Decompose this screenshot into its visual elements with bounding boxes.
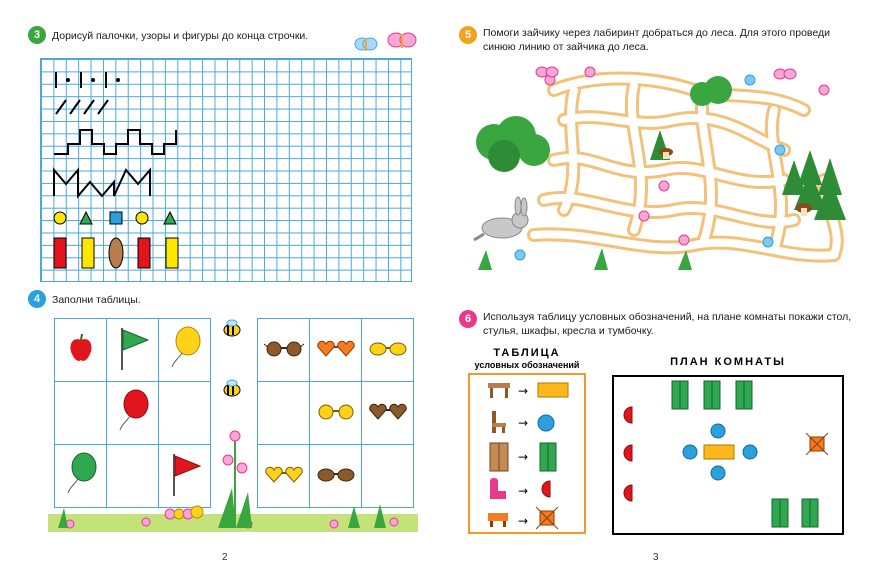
page-number-left: 2 [222,552,228,563]
svg-text:→: → [518,514,529,528]
butterfly-icon-2 [774,69,796,79]
page-number-right: 3 [653,552,659,563]
wardrobe-furniture-icon [490,443,508,471]
svg-text:→: → [518,384,529,398]
nightstand-furniture-icon [488,513,508,527]
legend-symbols [468,373,586,534]
armchair-symbol [542,481,550,497]
task-4-text: Заполни таблицы. [52,294,141,306]
svg-text:→: → [518,484,529,498]
svg-text:→: → [518,416,529,430]
nightstand-symbol [536,507,558,529]
rabbit-icon [474,197,528,240]
chair-symbol [538,415,554,431]
meadow-illustration [48,318,418,532]
plan-title: ПЛАН КОМНАТЫ [670,356,786,368]
task-5-badge: 5 [459,26,477,44]
chair-furniture-icon [492,411,506,433]
table-symbol [538,383,568,397]
armchair-furniture-icon [490,478,506,499]
butterfly-icon [536,67,558,77]
task-5-text-line1: Помоги зайчику через лабиринт добраться до леса. Для этого проведи [483,27,830,39]
legend-title: ТАБЛИЦА [493,347,561,359]
task-5-text-line2: синюю линию от зайчика до леса. [483,41,649,53]
task-3-text: Дорисуй палочки, узоры и фигуры до конца строчки. [52,30,309,42]
bush-icon [476,116,550,172]
task-3-badge: 3 [28,26,46,44]
task-6-badge: 6 [459,310,477,328]
butterfly-icon [348,30,418,58]
task-6-text-line1: Используя таблицу условных обозначений, на плане комнаты покажи стол, [483,311,852,323]
task-6-text-line2: стулья, шкафы, кресла и тумбочку. [483,325,654,337]
svg-text:→: → [518,450,529,464]
task-4-badge: 4 [28,290,46,308]
wardrobe-symbol [540,443,556,471]
grid-patterns [40,58,412,282]
room-plan-symbols [612,375,844,535]
legend-subtitle: условных обозначений [474,360,580,370]
maze-illustration[interactable] [464,60,854,280]
table-furniture-icon [488,383,510,398]
